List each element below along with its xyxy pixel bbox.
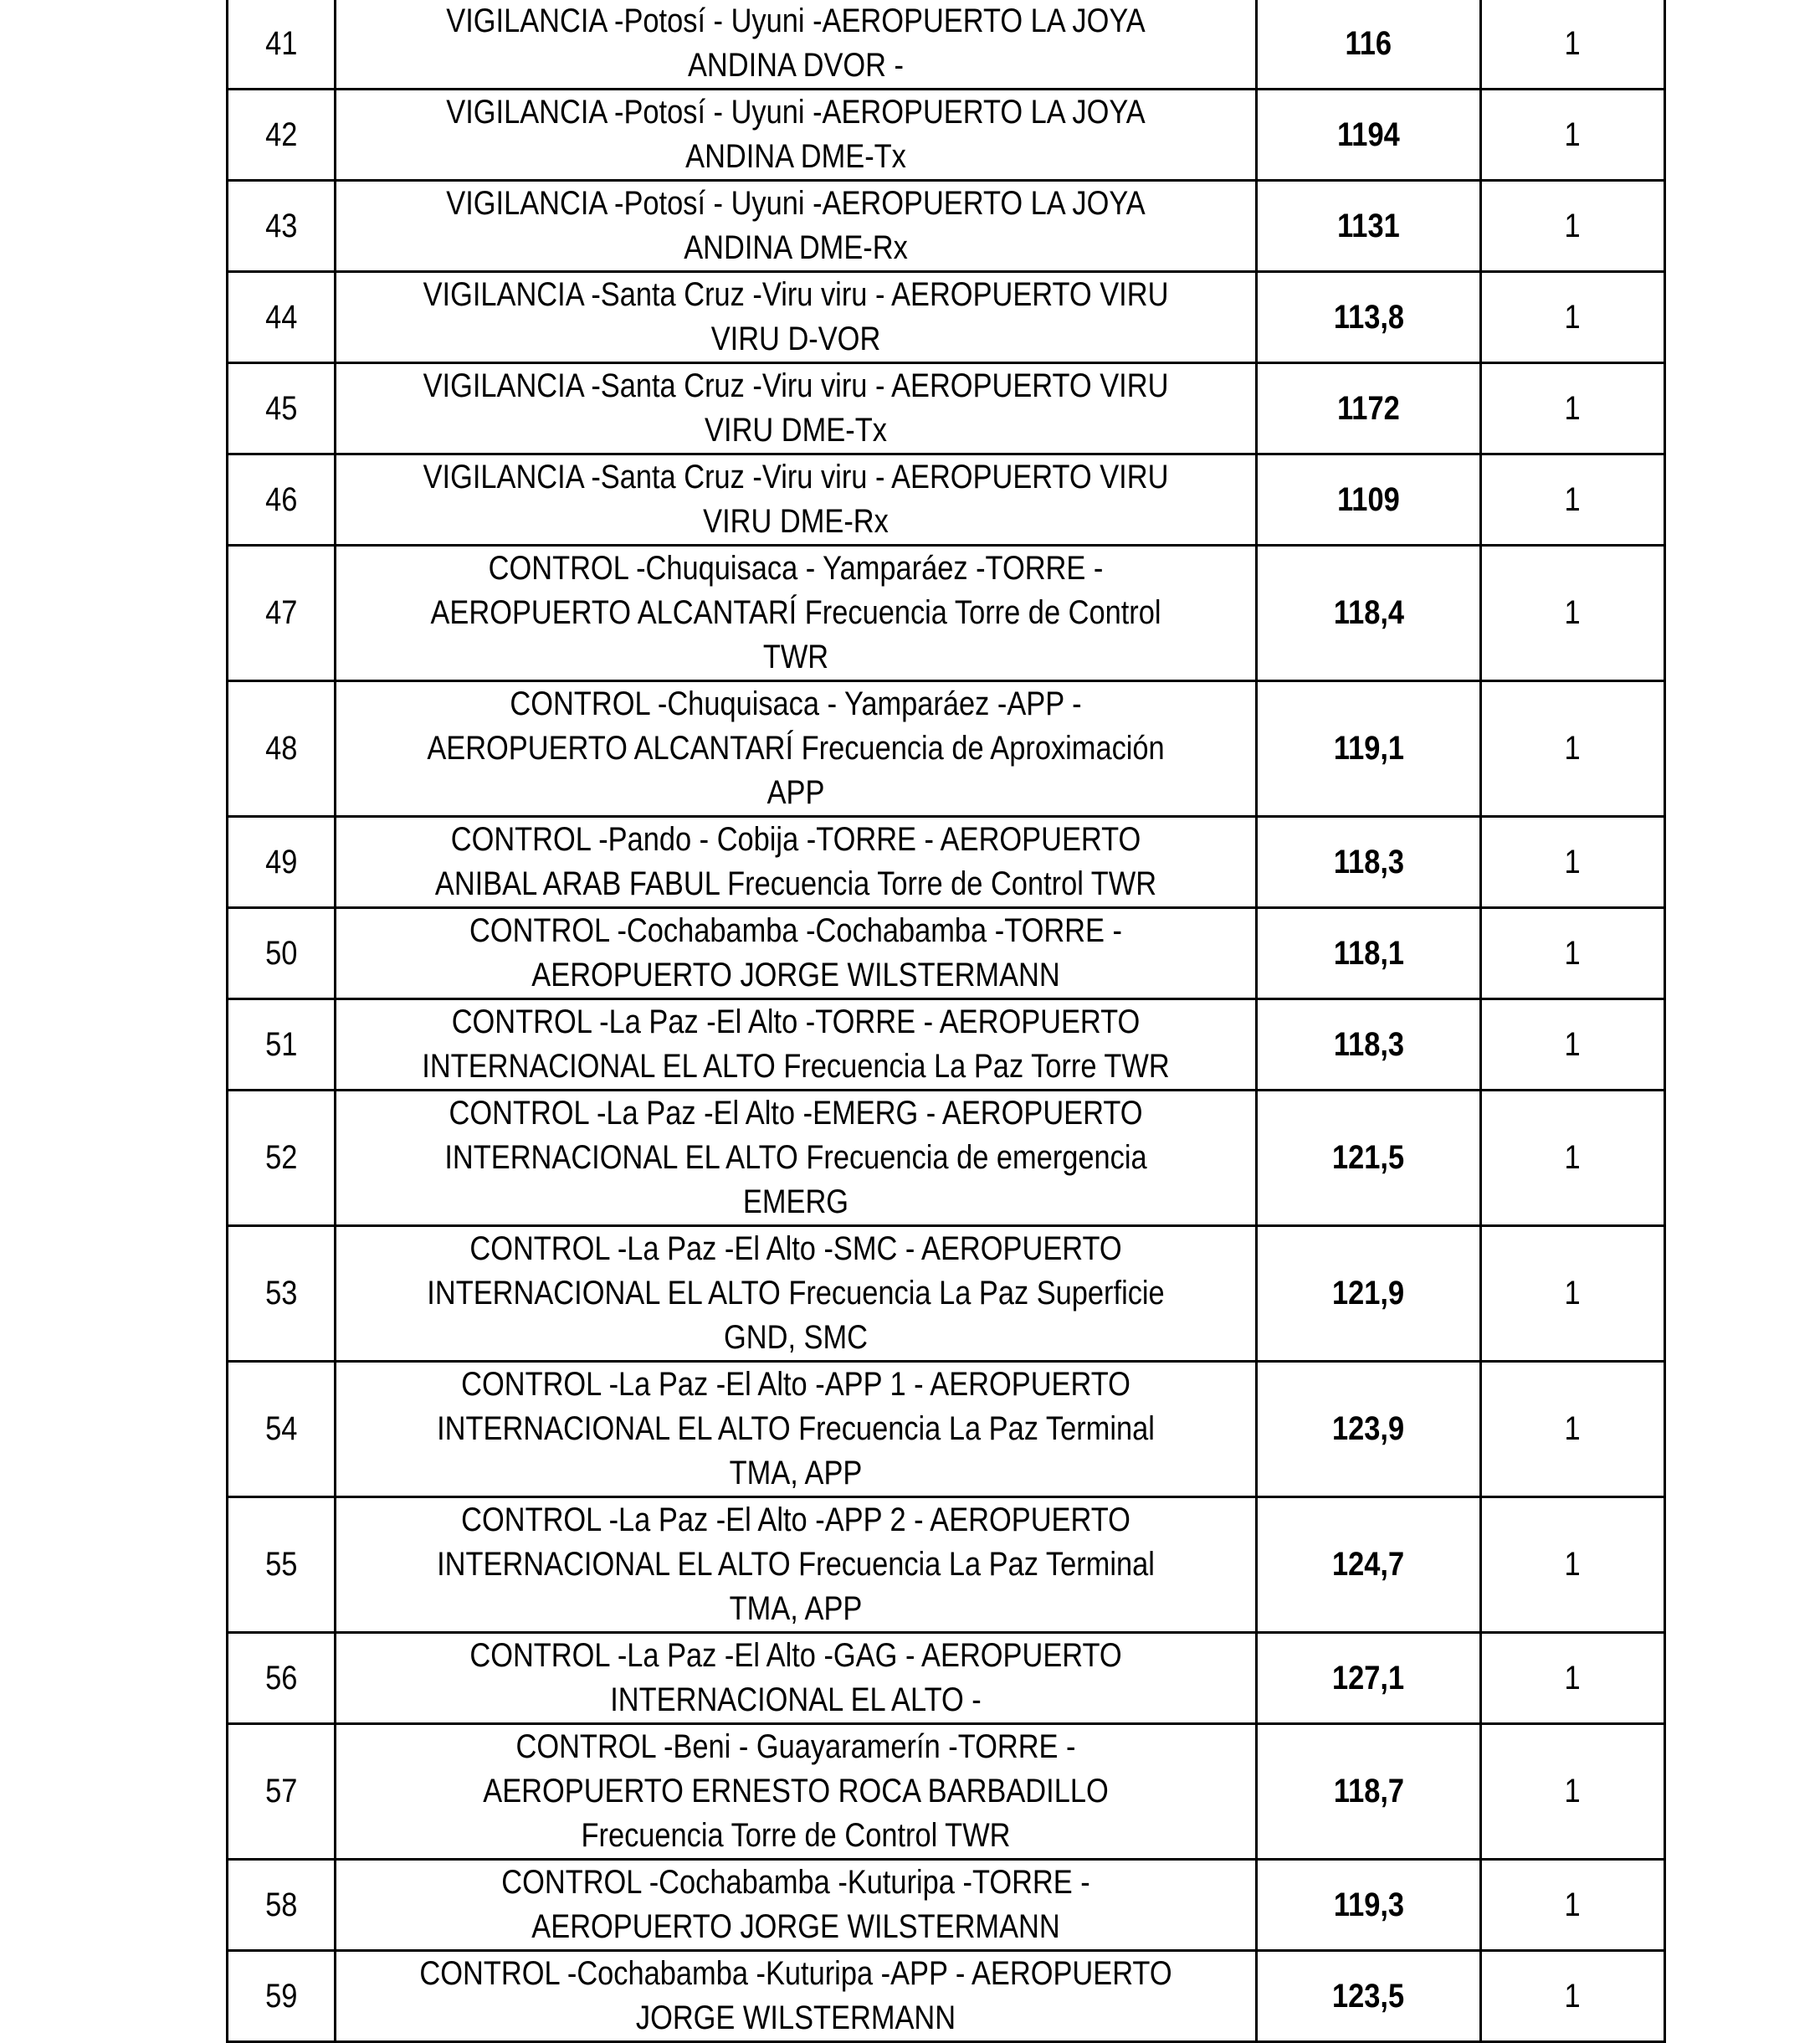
- description-cell: CONTROL -Pando - Cobija -TORRE - AEROPUERTO ANIBAL ARAB FABUL Frecuencia Torre de Control TWR: [336, 817, 1257, 908]
- row-number-cell: 43: [228, 181, 336, 272]
- description-cell: CONTROL -La Paz -El Alto -APP 2 - AEROPUERTO INTERNACIONAL EL ALTO Frecuencia La Paz Terminal TMA, APP: [336, 1497, 1257, 1633]
- row-number-cell: 50: [228, 908, 336, 999]
- frequency-cell: 119,1: [1257, 681, 1481, 817]
- table-row: [228, 90, 1665, 181]
- row-number-cell: 52: [228, 1091, 336, 1226]
- quantity-cell: 1: [1481, 90, 1665, 181]
- quantity-cell: 1: [1481, 1226, 1665, 1362]
- table-row: [228, 546, 1665, 681]
- description-cell: VIGILANCIA -Santa Cruz -Viru viru - AEROPUERTO VIRU VIRU DME-Rx: [336, 454, 1257, 546]
- table-row: [228, 908, 1665, 999]
- table-row: [228, 454, 1665, 546]
- table-row: [228, 1860, 1665, 1951]
- description-cell: VIGILANCIA -Potosí - Uyuni -AEROPUERTO LA JOYA ANDINA DME-Rx: [336, 181, 1257, 272]
- row-number-cell: 51: [228, 999, 336, 1091]
- frequency-table: [226, 0, 1666, 2043]
- frequency-cell: 118,3: [1257, 999, 1481, 1091]
- row-number-cell: 47: [228, 546, 336, 681]
- description-cell: CONTROL -Chuquisaca - Yamparáez -TORRE - AEROPUERTO ALCANTARÍ Frecuencia Torre de Control TWR: [336, 546, 1257, 681]
- description-cell: VIGILANCIA -Potosí - Uyuni -AEROPUERTO LA JOYA ANDINA DME-Tx: [336, 90, 1257, 181]
- table-row: [228, 1633, 1665, 1724]
- frequency-cell: 1109: [1257, 454, 1481, 546]
- row-number-cell: 59: [228, 1951, 336, 2042]
- table-row: [228, 0, 1665, 90]
- quantity-cell: 1: [1481, 1724, 1665, 1860]
- row-number-cell: 56: [228, 1633, 336, 1724]
- frequency-cell: 121,5: [1257, 1091, 1481, 1226]
- table-row: [228, 817, 1665, 908]
- row-number-cell: 49: [228, 817, 336, 908]
- description-cell: VIGILANCIA -Potosí - Uyuni -AEROPUERTO LA JOYA ANDINA DVOR -: [336, 0, 1257, 90]
- frequency-table-container: [226, 0, 1628, 2043]
- description-cell: VIGILANCIA -Santa Cruz -Viru viru - AEROPUERTO VIRU VIRU D-VOR: [336, 272, 1257, 363]
- row-number-cell: 42: [228, 90, 336, 181]
- row-number-cell: 54: [228, 1362, 336, 1497]
- row-number-cell: 58: [228, 1860, 336, 1951]
- frequency-cell: 118,3: [1257, 817, 1481, 908]
- frequency-cell: 118,1: [1257, 908, 1481, 999]
- table-row: [228, 1724, 1665, 1860]
- table-row: [228, 181, 1665, 272]
- description-cell: CONTROL -Cochabamba -Kuturipa -TORRE - AEROPUERTO JORGE WILSTERMANN: [336, 1860, 1257, 1951]
- description-cell: CONTROL -La Paz -El Alto -TORRE - AEROPUERTO INTERNACIONAL EL ALTO Frecuencia La Paz Torre TWR: [336, 999, 1257, 1091]
- quantity-cell: 1: [1481, 546, 1665, 681]
- table-row: [228, 681, 1665, 817]
- table-row: [228, 272, 1665, 363]
- frequency-cell: 124,7: [1257, 1497, 1481, 1633]
- frequency-cell: 118,7: [1257, 1724, 1481, 1860]
- frequency-cell: 1194: [1257, 90, 1481, 181]
- quantity-cell: 1: [1481, 1497, 1665, 1633]
- row-number-cell: 44: [228, 272, 336, 363]
- frequency-cell: 123,9: [1257, 1362, 1481, 1497]
- table-row: [228, 1497, 1665, 1633]
- description-cell: CONTROL -La Paz -El Alto -EMERG - AEROPUERTO INTERNACIONAL EL ALTO Frecuencia de emergencia EMERG: [336, 1091, 1257, 1226]
- quantity-cell: 1: [1481, 454, 1665, 546]
- row-number-cell: 41: [228, 0, 336, 90]
- quantity-cell: 1: [1481, 999, 1665, 1091]
- frequency-cell: 118,4: [1257, 546, 1481, 681]
- description-cell: VIGILANCIA -Santa Cruz -Viru viru - AEROPUERTO VIRU VIRU DME-Tx: [336, 363, 1257, 454]
- quantity-cell: 1: [1481, 817, 1665, 908]
- quantity-cell: 1: [1481, 908, 1665, 999]
- row-number-cell: 53: [228, 1226, 336, 1362]
- frequency-cell: 121,9: [1257, 1226, 1481, 1362]
- frequency-cell: 113,8: [1257, 272, 1481, 363]
- description-cell: CONTROL -Beni - Guayaramerín -TORRE - AEROPUERTO ERNESTO ROCA BARBADILLO Frecuencia Torre de Control TWR: [336, 1724, 1257, 1860]
- frequency-cell: 123,5: [1257, 1951, 1481, 2042]
- row-number-cell: 45: [228, 363, 336, 454]
- quantity-cell: 1: [1481, 1633, 1665, 1724]
- quantity-cell: 1: [1481, 272, 1665, 363]
- frequency-cell: 1172: [1257, 363, 1481, 454]
- quantity-cell: 1: [1481, 1362, 1665, 1497]
- quantity-cell: 1: [1481, 181, 1665, 272]
- description-cell: CONTROL -Cochabamba -Kuturipa -APP - AEROPUERTO JORGE WILSTERMANN: [336, 1951, 1257, 2042]
- row-number-cell: 48: [228, 681, 336, 817]
- description-cell: CONTROL -Cochabamba -Cochabamba -TORRE - AEROPUERTO JORGE WILSTERMANN: [336, 908, 1257, 999]
- table-row: [228, 1091, 1665, 1226]
- table-row: [228, 1226, 1665, 1362]
- description-cell: CONTROL -Chuquisaca - Yamparáez -APP - AEROPUERTO ALCANTARÍ Frecuencia de Aproximación APP: [336, 681, 1257, 817]
- description-cell: CONTROL -La Paz -El Alto -GAG - AEROPUERTO INTERNACIONAL EL ALTO -: [336, 1633, 1257, 1724]
- table-row: [228, 999, 1665, 1091]
- description-cell: CONTROL -La Paz -El Alto -APP 1 - AEROPUERTO INTERNACIONAL EL ALTO Frecuencia La Paz Terminal TMA, APP: [336, 1362, 1257, 1497]
- row-number-cell: 57: [228, 1724, 336, 1860]
- table-row: [228, 1362, 1665, 1497]
- quantity-cell: 1: [1481, 363, 1665, 454]
- table-row: [228, 363, 1665, 454]
- row-number-cell: 46: [228, 454, 336, 546]
- row-number-cell: 55: [228, 1497, 336, 1633]
- frequency-cell: 119,3: [1257, 1860, 1481, 1951]
- quantity-cell: 1: [1481, 1951, 1665, 2042]
- quantity-cell: 1: [1481, 681, 1665, 817]
- frequency-cell: 127,1: [1257, 1633, 1481, 1724]
- frequency-cell: 116: [1257, 0, 1481, 90]
- description-cell: CONTROL -La Paz -El Alto -SMC - AEROPUERTO INTERNACIONAL EL ALTO Frecuencia La Paz Superficie GND, SMC: [336, 1226, 1257, 1362]
- quantity-cell: 1: [1481, 1860, 1665, 1951]
- quantity-cell: 1: [1481, 0, 1665, 90]
- frequency-cell: 1131: [1257, 181, 1481, 272]
- quantity-cell: 1: [1481, 1091, 1665, 1226]
